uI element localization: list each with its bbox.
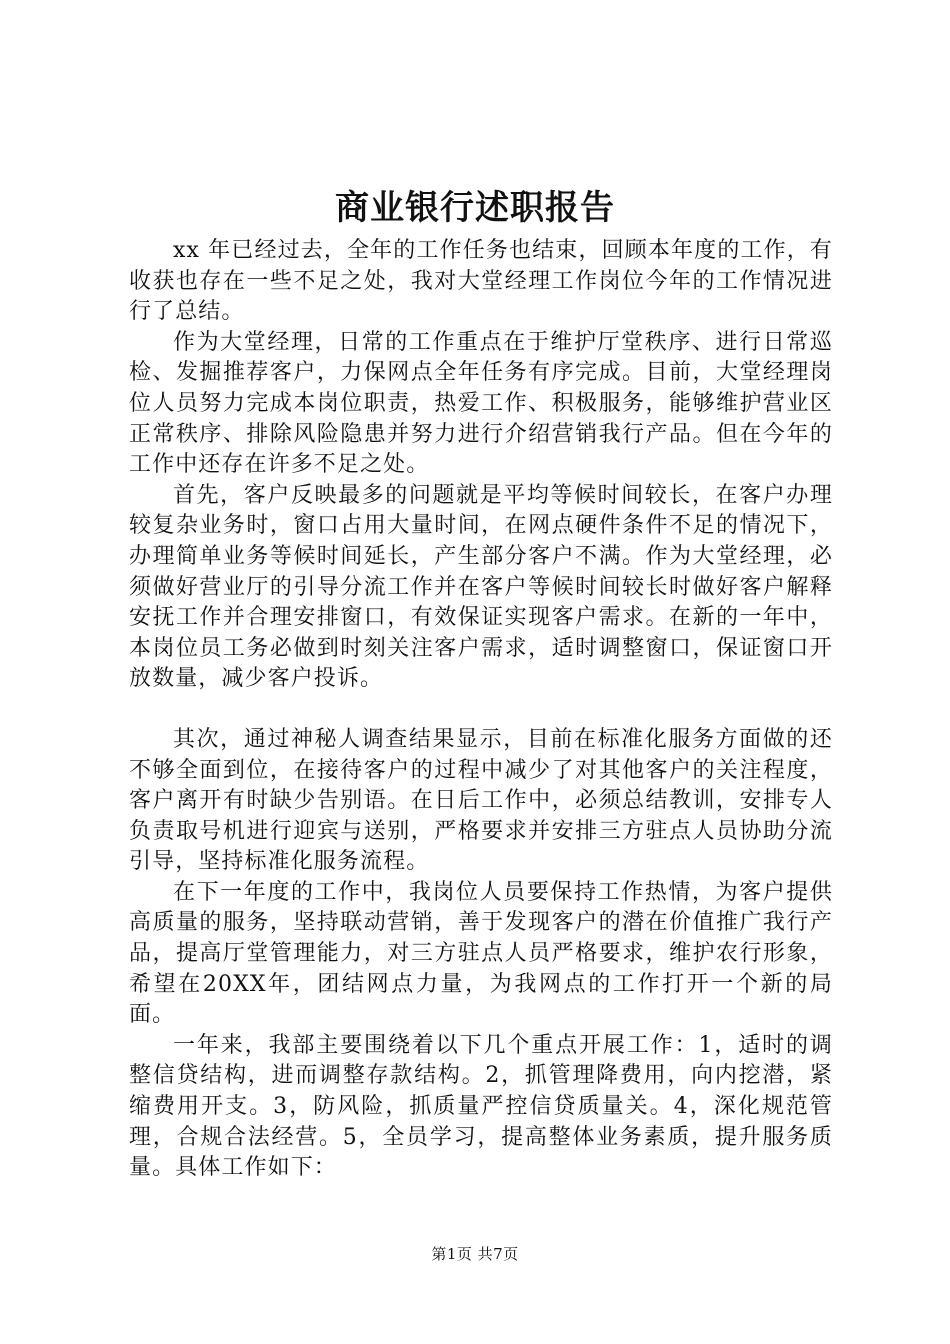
document-body	[129, 236, 833, 1184]
document-title: 商业银行述职报告	[335, 188, 615, 228]
paragraph-intro: xx 年已经过去，全年的工作任务也结束，回顾本年度的工作，有收获也存在一些不足之处，我对大堂经理工作岗位今年的工作情况进行了总结。	[129, 238, 833, 325]
paragraph-waiting-time: 首先，客户反映最多的问题就是平均等候时间较长，在客户办理较复杂业务时，窗口占用大量时间，在网点硬件条件不足的情况下，办理简单业务等候时间延长，产生部分客户不满。作为大堂经理，必须做好营业厅的引导分流工作并在客户等候时间较长时做好客户解释安抚工作并合理安排窗口，有效保证实现客户需求。在新的一年中，本岗位员工务必做到时刻关注客户需求，适时调整窗口，保证窗口开放数量，减少客户投诉。	[129, 482, 833, 692]
paragraph-next-year: 在下一年度的工作中，我岗位人员要保持工作热情，为客户提供高质量的服务，坚持联动营销，善于发现客户的潜在价值推广我行产品，提高厅堂管理能力，对三方驻点人员严格要求，维护农行形象，希望在20XX年，团结网点力量，为我网点的工作打开一个新的局面。	[129, 879, 833, 1028]
paragraph-standard-service: 其次，通过神秘人调查结果显示，目前在标准化服务方面做的还不够全面到位，在接待客户的过程中减少了对其他客户的关注程度，客户离开有时缺少告别语。在日后工作中，必须总结教训，安排专人负责取号机进行迎宾与送别，严格要求并安排三方驻点人员协助分流引导，坚持标准化服务流程。	[129, 726, 833, 875]
paragraph-key-work: 一年来，我部主要围绕着以下几个重点开展工作：1，适时的调整信贷结构，进而调整存款结构。2，抓管理降费用，向内挖潜，紧缩费用开支。3，防风险，抓质量严控信贷质量关。4，深化规范管理，合规合法经营。5，全员学习，提高整体业务素质，提升服务质量。具体工作如下：	[129, 1032, 833, 1181]
page-number-footer: 第1页 共7页	[431, 1245, 519, 1263]
paragraph-role-duties: 作为大堂经理，日常的工作重点在于维护厅堂秩序、进行日常巡检、发掘推荐客户，力保网点全年任务有序完成。目前，大堂经理岗位人员努力完成本岗位职责，热爱工作、积极服务，能够维护营业区正常秩序、排除风险隐患并努力进行介绍营销我行产品。但在今年的工作中还存在许多不足之处。	[129, 329, 833, 478]
